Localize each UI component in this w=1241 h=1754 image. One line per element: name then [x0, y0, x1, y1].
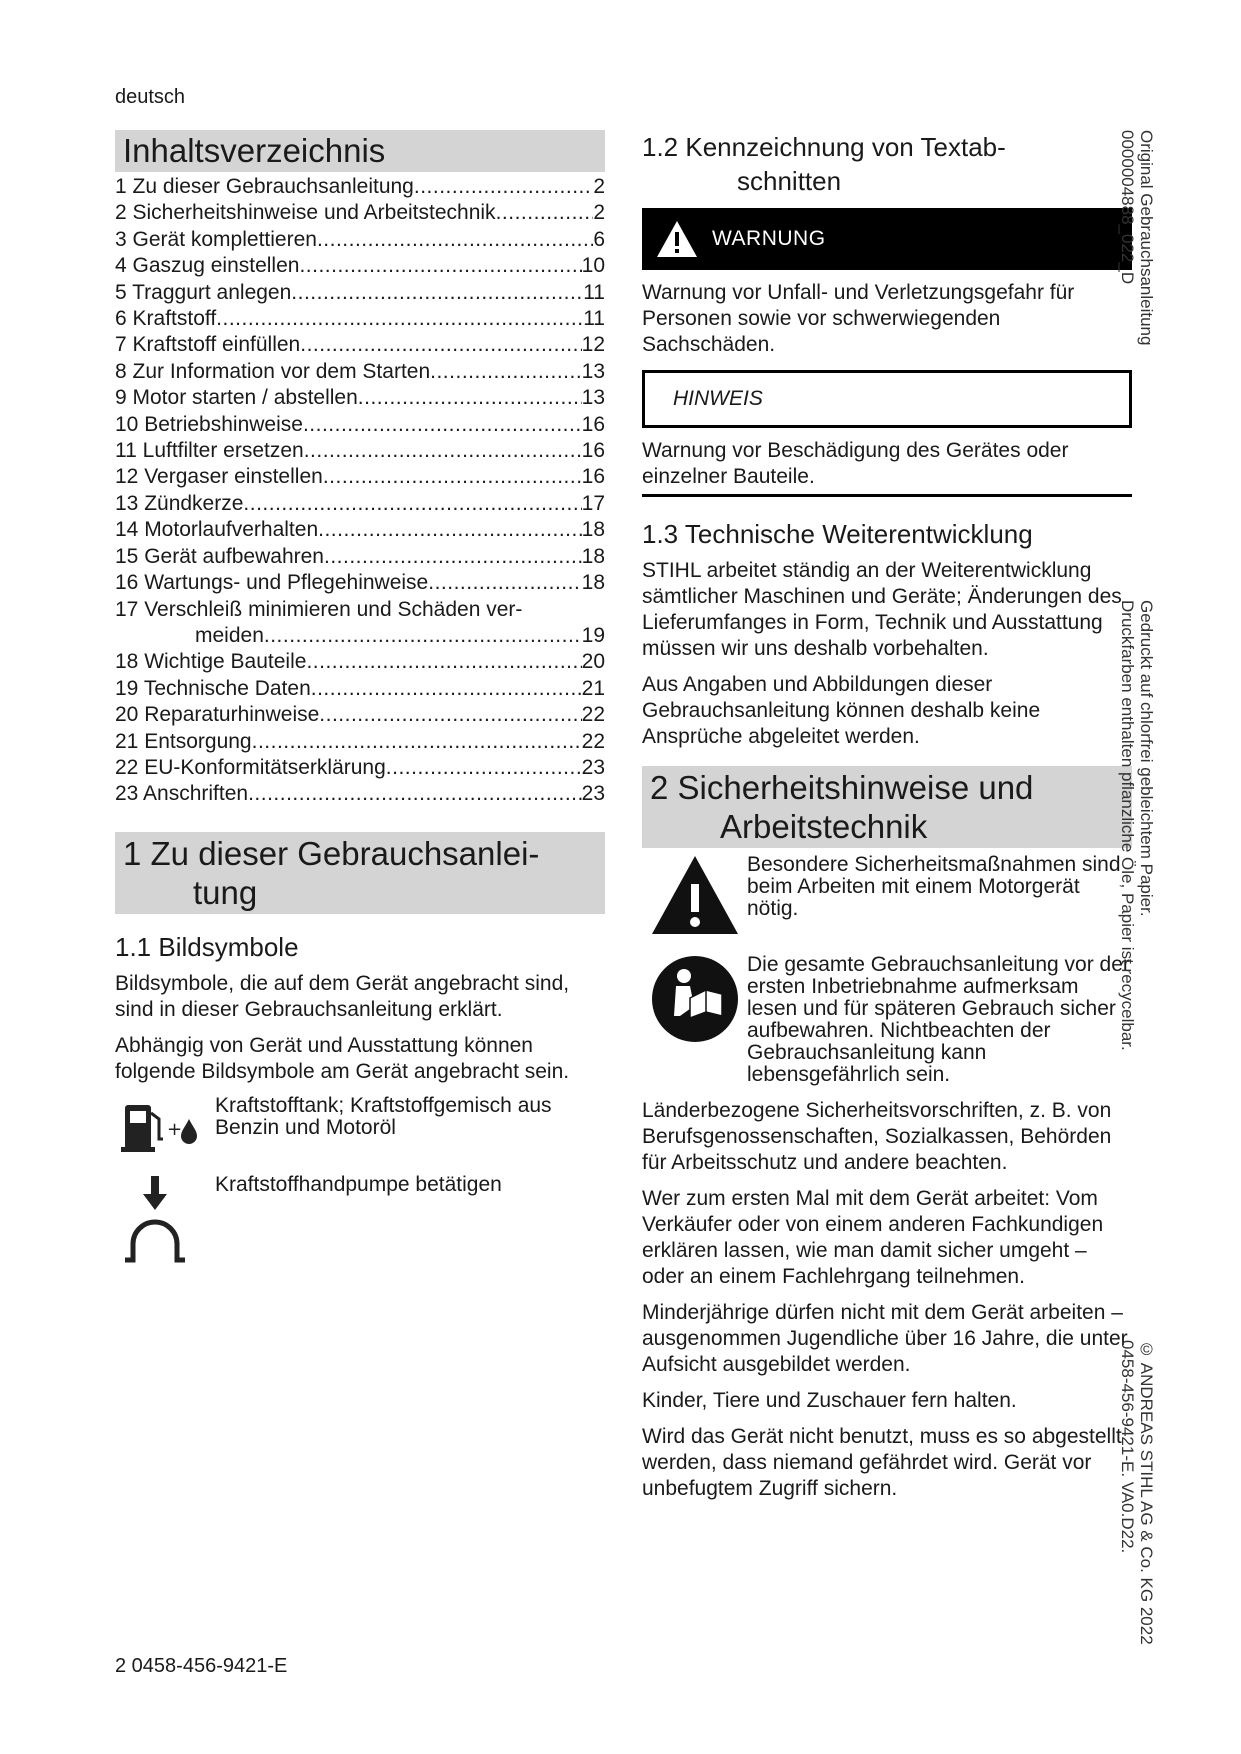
toc-item[interactable]: 7 Kraftstoff einfüllen ..... 12	[115, 332, 605, 358]
toc-item[interactable]: 15 Gerät aufbewahren ..... 18	[115, 544, 605, 570]
section-1-2-heading: 1.2 Kennzeichnung von Textab- schnitten	[642, 132, 1006, 196]
paragraph: Länderbezogene Sicherheitsvorschriften, z. B. von Berufsgenossenschaften, Sozialkassen, Behörden für Arbeitsschutz und andere beachten.	[642, 1099, 1112, 1174]
safety-row-manual	[642, 954, 1132, 1086]
fuel-pump-icon	[115, 1095, 215, 1160]
section-1-1-heading: 1.1 Bildsymbole	[115, 931, 299, 962]
toc-item[interactable]: 10 Betriebshinweise ..... 16	[115, 412, 605, 438]
paragraph: Minderjährige dürfen nicht mit dem Gerät arbeiten – ausgenommen Jugendliche über 16 Jahre, die unter Aufsicht ausgebildet werden.	[642, 1301, 1128, 1376]
toc-item[interactable]: 17 Verschleiß minimieren und Schäden ver- meiden ..... 19	[115, 597, 605, 650]
section-2-heading: 2 Sicherheitshinweise und Arbeitstechnik	[642, 766, 1132, 848]
page-footer: 2 0458-456-9421-E	[115, 1655, 288, 1677]
toc-item[interactable]: 11 Luftfilter ersetzen ..... 16	[115, 438, 605, 464]
side-text-copyright: © ANDREAS STIHL AG & Co. KG 2022 0458-456-9421-E. VA0.D22.	[1118, 1340, 1156, 1645]
section-1-3-heading: 1.3 Technische Weiterentwicklung	[642, 519, 1033, 549]
toc-item[interactable]: 12 Vergaser einstellen ..... 16	[115, 464, 605, 490]
toc-item[interactable]: 20 Reparaturhinweise ..... 22	[115, 702, 605, 728]
safety-text-2: Die gesamte Gebrauchsanleitung vor der ersten Inbetriebnahme aufmerksam lesen und für späteren Gebrauch sicher aufbewahren. Nichtbeachten der Gebrauchsanleitung kann lebensgefährlich sein.	[747, 953, 1130, 1086]
paragraph: STIHL arbeitet ständig an der Weiterentwicklung sämtlicher Maschinen und Geräte; Änderungen des Lieferumfanges in Form, Technik und Ausstattung müssen wir uns deshalb vorbehalten.	[642, 559, 1122, 660]
toc-title: Inhaltsverzeichnis	[115, 130, 605, 172]
toc-item[interactable]: 4 Gaszug einstellen ..... 10	[115, 253, 605, 279]
warning-text: Warnung vor Unfall- und Verletzungsgefahr für Personen sowie vor schwerwiegenden Sachschäden.	[642, 281, 1075, 356]
left-column	[115, 130, 605, 1288]
paragraph: Bildsymbole, die auf dem Gerät angebracht sind, sind in dieser Gebrauchsanleitung erklärt.	[115, 971, 570, 1021]
language-label: deutsch	[115, 86, 186, 108]
section-1-heading: 1 Zu dieser Gebrauchsanlei- tung	[115, 832, 605, 914]
toc-item[interactable]: 2 Sicherheitshinweise und Arbeitstechnik ..... 2	[115, 200, 605, 226]
toc-item[interactable]: 18 Wichtige Bauteile ..... 20	[115, 649, 605, 675]
toc-item[interactable]: 9 Motor starten / abstellen ..... 13	[115, 385, 605, 411]
toc-item[interactable]: 19 Technische Daten ..... 21	[115, 676, 605, 702]
toc-item[interactable]: 5 Traggurt anlegen ..... 11	[115, 280, 605, 306]
warning-box	[642, 208, 1132, 270]
table-of-contents	[115, 174, 605, 808]
symbol-row-pump	[115, 1174, 605, 1274]
toc-item[interactable]: 14 Motorlaufverhalten ..... 18	[115, 517, 605, 543]
symbol-text-pump: Kraftstoffhandpumpe betätigen	[215, 1172, 502, 1196]
safety-text-1: Besondere Sicherheitsmaßnahmen sind beim Arbeiten mit einem Motorgerät nötig.	[747, 853, 1121, 920]
paragraph: Aus Angaben und Abbildungen dieser Gebrauchsanleitung können deshalb keine Ansprüche abgeleitet werden.	[642, 673, 1041, 748]
notice-box	[642, 370, 1132, 428]
paragraph: Wer zum ersten Mal mit dem Gerät arbeitet: Vom Verkäufer oder von einem anderen Fachkundigen erklären lassen, wie man damit sicher umgeht – oder an einem Fachlehrgang teilnehmen.	[642, 1187, 1104, 1288]
toc-item[interactable]: 21 Entsorgung ..... 22	[115, 729, 605, 755]
svg-text:+: +	[167, 1118, 183, 1140]
side-text-original: Original Gebrauchsanleitung 0000004888_022_D	[1118, 130, 1156, 346]
safety-row-warning	[642, 854, 1132, 936]
symbol-row-fuel	[115, 1095, 605, 1160]
primer-bulb-icon	[115, 1174, 215, 1274]
hazard-warning-icon	[642, 854, 747, 936]
toc-item[interactable]: 3 Gerät komplettieren ..... 6	[115, 227, 605, 253]
toc-item[interactable]: 16 Wartungs- und Pflegehinweise ..... 18	[115, 570, 605, 596]
symbol-text-fuel: Kraftstofftank; Kraftstoffgemisch aus Benzin und Motoröl	[215, 1093, 552, 1139]
toc-item[interactable]: 8 Zur Information vor dem Starten ..... 13	[115, 359, 605, 385]
warning-triangle-icon	[642, 219, 712, 259]
toc-item[interactable]: 23 Anschriften ..... 23	[115, 781, 605, 807]
toc-item[interactable]: 22 EU-Konformitätserklärung ..... 23	[115, 755, 605, 781]
notice-text: Warnung vor Beschädigung des Gerätes oder einzelner Bauteile.	[642, 438, 1132, 497]
toc-item[interactable]: 6 Kraftstoff ..... 11	[115, 306, 605, 332]
warning-label: WARNUNG	[712, 227, 826, 250]
paragraph: Wird das Gerät nicht benutzt, muss es so abgestellt werden, dass niemand gefährdet wird. Gerät vor unbefugtem Zugriff sichern.	[642, 1425, 1122, 1500]
side-text-paper: Gedruckt auf chlorfrei gebleichtem Papier. Druckfarben enthalten pflanzliche Öle, Papier ist recycelbar.	[1118, 600, 1156, 1051]
read-manual-icon	[642, 954, 747, 1044]
notice-label: HINWEIS	[673, 387, 763, 410]
paragraph: Kinder, Tiere und Zuschauer fern halten.	[642, 1389, 1017, 1412]
toc-item[interactable]: 1 Zu dieser Gebrauchsanleitung ..... 2	[115, 174, 605, 200]
toc-item[interactable]: 13 Zündkerze ..... 17	[115, 491, 605, 517]
paragraph: Abhängig von Gerät und Ausstattung können folgende Bildsymbole am Gerät angebracht sein.	[115, 1033, 570, 1083]
right-column	[642, 130, 1132, 1512]
